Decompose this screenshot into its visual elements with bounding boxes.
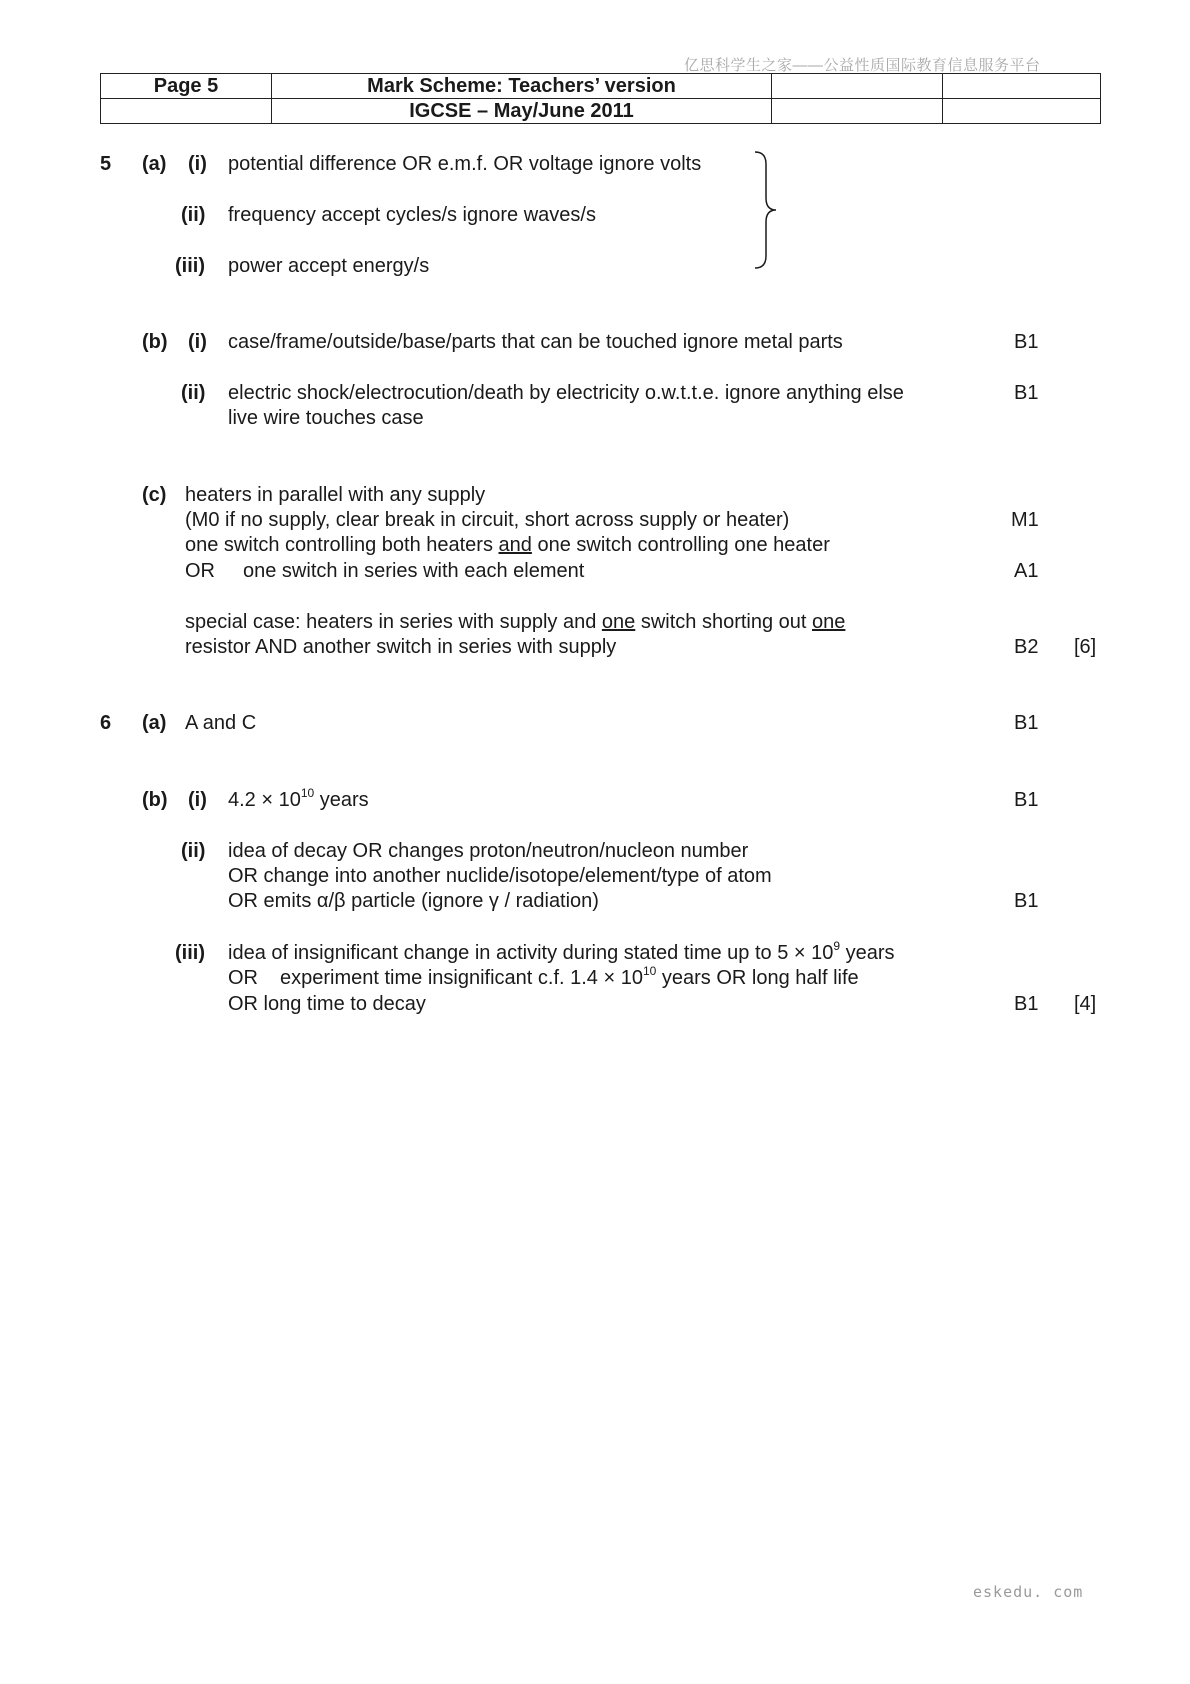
answer-text: live wire touches case: [228, 407, 424, 429]
answer-text: A and C: [185, 712, 257, 734]
page-number: Page 5: [101, 74, 272, 99]
header-table: [100, 73, 1101, 124]
header-blank-cell: [101, 99, 272, 124]
part-label: (b): [142, 789, 168, 811]
watermark: 亿思科学生之家——公益性质国际教育信息服务平台: [684, 57, 1041, 74]
header-blank-cell: [772, 74, 943, 99]
answer-text: OR long time to decay: [228, 993, 426, 1015]
header-blank-cell: [772, 99, 943, 124]
header-blank-cell: [943, 74, 1101, 99]
part-label: (c): [142, 484, 167, 506]
question-number: 5: [100, 153, 112, 175]
mark: B2: [1014, 636, 1039, 658]
subpart-label: (ii): [181, 204, 206, 226]
question-number: 6: [100, 712, 112, 734]
answer-text: idea of decay OR changes proton/neutron/nucleon number: [228, 840, 749, 862]
question-total: [6]: [1074, 636, 1097, 658]
mark: B1: [1014, 331, 1039, 353]
answer-text: OR emits α/β particle (ignore γ / radiation): [228, 890, 599, 912]
question-total: [4]: [1074, 993, 1097, 1015]
answer-text: OR change into another nuclide/isotope/element/type of atom: [228, 865, 772, 887]
header-blank-cell: [943, 99, 1101, 124]
or-label: OR: [228, 967, 258, 989]
subpart-label: (iii): [175, 255, 205, 277]
curly-brace: [752, 150, 782, 270]
part-label: (b): [142, 331, 168, 353]
mark: M1: [1011, 509, 1039, 531]
subpart-label: (i): [188, 331, 207, 353]
answer-text: one switch in series with each element: [243, 560, 585, 582]
mark: B1: [1014, 789, 1039, 811]
subpart-label: (iii): [175, 942, 205, 964]
subpart-label: (ii): [181, 840, 206, 862]
answer-text: one switch controlling both heaters and one switch controlling one heater: [185, 534, 830, 556]
answer-text: $4.2 \times 10^{10}$ years: [228, 786, 369, 811]
answer-text: potential difference OR e.m.f. OR voltage ignore volts: [228, 153, 702, 175]
part-label: (a): [142, 712, 167, 734]
answer-text: heaters in parallel with any supply: [185, 484, 486, 506]
answer-text: experiment time insignificant c.f. $1.4 \times 10^{10}$ years OR long half life: [280, 964, 859, 989]
answer-text: (M0 if no supply, clear break in circuit, short across supply or heater): [185, 509, 790, 531]
mark: A1: [1014, 560, 1039, 582]
mark: B1: [1014, 712, 1039, 734]
answer-text: case/frame/outside/base/parts that can be touched ignore metal parts: [228, 331, 843, 353]
answer-text: special case: heaters in series with supply and one switch shorting out one: [185, 611, 846, 633]
mark: B1: [1014, 993, 1039, 1015]
part-label: (a): [142, 153, 167, 175]
subpart-label: (ii): [181, 382, 206, 404]
answer-text: resistor AND another switch in series with supply: [185, 636, 617, 658]
answer-text: electric shock/electrocution/death by electricity o.w.t.t.e. ignore anything else: [228, 382, 904, 404]
answer-text: power accept energy/s: [228, 255, 430, 277]
answer-text: idea of insignificant change in activity during stated time up to $5 \times 10^9$ years: [228, 939, 895, 964]
or-label: OR: [185, 560, 215, 582]
document-subtitle: IGCSE – May/June 2011: [272, 99, 772, 124]
mark: B1: [1014, 890, 1039, 912]
subpart-label: (i): [188, 153, 207, 175]
subpart-label: (i): [188, 789, 207, 811]
footer-site: eskedu. com: [973, 1583, 1084, 1601]
document-title: Mark Scheme: Teachers’ version: [272, 74, 772, 99]
answer-text: frequency accept cycles/s ignore waves/s: [228, 204, 596, 226]
mark: B1: [1014, 382, 1039, 404]
